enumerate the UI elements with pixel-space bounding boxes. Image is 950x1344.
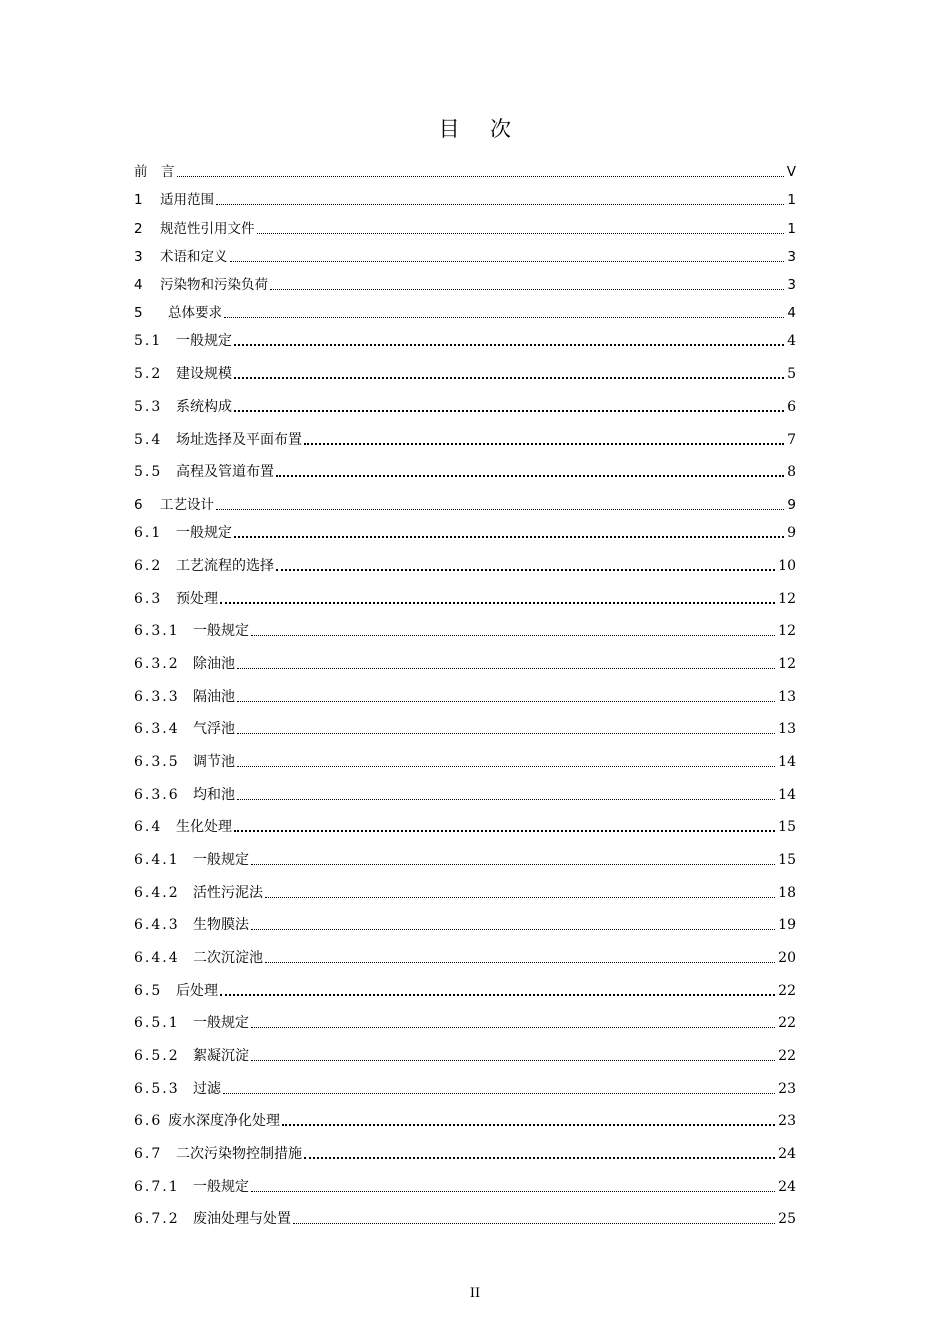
toc-entry[interactable] — [134, 651, 796, 673]
toc-leader-dots — [251, 860, 775, 865]
toc-entry[interactable] — [134, 1043, 796, 1065]
toc-entry-number: 6.5.3 — [134, 1081, 180, 1097]
toc-entry-label: 建设规模 — [176, 366, 232, 382]
toc-entry-number: 6.4.4 — [134, 950, 180, 966]
toc-entry-number: 5 — [134, 305, 143, 321]
toc-entry[interactable] — [134, 814, 796, 836]
toc-leader-dots — [177, 172, 784, 177]
toc-entry-label: 均和池 — [193, 787, 235, 803]
toc-entry-page: 7 — [787, 432, 796, 448]
toc-entry[interactable] — [134, 1010, 796, 1032]
toc-entry-number: 5.2 — [134, 366, 163, 382]
toc-entry[interactable] — [134, 978, 796, 1000]
page-number: II — [469, 1286, 481, 1301]
toc-leader-dots — [234, 826, 775, 832]
toc-entry-page: 23 — [778, 1081, 796, 1097]
toc-entry[interactable] — [134, 618, 796, 640]
toc-entry[interactable] — [134, 244, 796, 266]
toc-entry-page: 4 — [787, 333, 796, 349]
toc-entry-number: 4 — [134, 277, 143, 293]
toc-entry-number: 6.2 — [134, 558, 163, 574]
toc-leader-dots — [265, 893, 775, 898]
toc-leader-dots — [220, 990, 775, 996]
toc-entry-label: 高程及管道布置 — [176, 464, 274, 480]
toc-entry-label: 活性污泥法 — [193, 885, 263, 901]
toc-entry-label: 污染物和污染负荷 — [160, 277, 268, 293]
toc-entry-number: 6.3 — [134, 591, 163, 607]
toc-leader-dots — [216, 505, 784, 510]
toc-entry-number: 1 — [134, 192, 143, 208]
toc-entry-number: 6.4 — [134, 819, 163, 835]
toc-entry-page: 22 — [778, 1048, 796, 1064]
toc-entry[interactable] — [134, 847, 796, 869]
toc-entry-label: 二次沉淀池 — [193, 950, 263, 966]
toc-leader-dots — [220, 598, 775, 604]
toc-entry[interactable] — [134, 782, 796, 804]
toc-entry-label: 调节池 — [193, 754, 235, 770]
toc-entry[interactable] — [134, 1108, 796, 1130]
toc-entry-page: 9 — [787, 497, 796, 513]
toc-entry-page: 14 — [778, 754, 796, 770]
toc-entry-label: 场址选择及平面布置 — [176, 432, 302, 448]
toc-entry-page: 12 — [778, 623, 796, 639]
toc-entry-number: 6.5 — [134, 983, 163, 999]
toc-leader-dots — [237, 795, 775, 800]
toc-entry-label: 规范性引用文件 — [160, 221, 255, 237]
toc-leader-dots — [251, 631, 775, 636]
toc-entry-number: 6.7.1 — [134, 1179, 180, 1195]
toc-entry-page: 18 — [778, 885, 796, 901]
toc-entry-page: 5 — [787, 366, 796, 382]
toc-leader-dots — [234, 340, 784, 346]
toc-leader-dots — [270, 285, 784, 290]
toc-entry[interactable] — [134, 159, 796, 181]
toc-entry-label: 一般规定 — [193, 1015, 249, 1031]
toc-entry-number: 5.3 — [134, 399, 163, 415]
toc-entry[interactable] — [134, 553, 796, 575]
toc-leader-dots — [293, 1219, 775, 1224]
toc-entry-page: 22 — [778, 983, 796, 999]
toc-entry-label: 除油池 — [193, 656, 235, 672]
toc-entry-page: 24 — [778, 1146, 796, 1162]
toc-entry-label: 二次污染物控制措施 — [176, 1146, 302, 1162]
toc-entry-number: 6.1 — [134, 525, 163, 541]
toc-entry-label: 言 — [161, 164, 175, 180]
toc-entry-number: 6.7.2 — [134, 1211, 180, 1227]
toc-entry-label: 气浮池 — [193, 721, 235, 737]
title-char-2: 次 — [490, 117, 512, 141]
toc-entry-label: 工艺设计 — [160, 497, 214, 513]
toc-entry-number: 5.5 — [134, 464, 163, 480]
toc-entry-number: 6.7 — [134, 1146, 163, 1162]
toc-entry-number: 5.1 — [134, 333, 163, 349]
toc-entry[interactable] — [134, 586, 796, 608]
toc-entry[interactable] — [134, 216, 796, 238]
toc-entry[interactable] — [134, 187, 796, 209]
toc-entry[interactable] — [134, 945, 796, 967]
toc-entry-number: 6.3.4 — [134, 721, 180, 737]
toc-entry[interactable] — [134, 912, 796, 934]
toc-entry-page: 15 — [778, 819, 796, 835]
toc-entry-number: 6.3.1 — [134, 623, 180, 639]
toc-leader-dots — [223, 1089, 775, 1094]
toc-entry-page: 25 — [778, 1211, 796, 1227]
toc-entry[interactable] — [134, 394, 796, 416]
toc-entry-label: 系统构成 — [176, 399, 232, 415]
toc-entry-page: 8 — [787, 464, 796, 480]
toc-entry-page: 3 — [787, 249, 796, 265]
toc-entry[interactable] — [134, 361, 796, 383]
toc-leader-dots — [237, 697, 775, 702]
toc-entry-label: 一般规定 — [193, 852, 249, 868]
toc-entry-label: 隔油池 — [193, 689, 235, 705]
toc-leader-dots — [216, 200, 784, 205]
toc-entry-page: 13 — [778, 721, 796, 737]
toc-entry-number: 6.5.2 — [134, 1048, 180, 1064]
toc-entry-label: 废水深度净化处理 — [168, 1113, 280, 1129]
toc-leader-dots — [237, 664, 775, 669]
toc-entry[interactable] — [134, 716, 796, 738]
toc-entry-page: 13 — [778, 689, 796, 705]
toc-entry-label: 一般规定 — [193, 1179, 249, 1195]
toc-entry-page: 14 — [778, 787, 796, 803]
toc-entry-label: 一般规定 — [176, 525, 232, 541]
toc-entry-page: 12 — [778, 591, 796, 607]
toc-entry[interactable] — [134, 272, 796, 294]
toc-leader-dots — [282, 1120, 775, 1126]
toc-entry[interactable] — [134, 300, 796, 322]
toc-entry-label: 术语和定义 — [160, 249, 228, 265]
toc-entry-page: 22 — [778, 1015, 796, 1031]
toc-entry-number: 6.6 — [134, 1113, 163, 1129]
toc-entry-number: 5.4 — [134, 432, 163, 448]
toc-entry-page: 12 — [778, 656, 796, 672]
toc-leader-dots — [265, 958, 775, 963]
toc-leader-dots — [237, 762, 775, 767]
toc-leader-dots — [234, 373, 784, 379]
toc-entry-page: V — [786, 164, 796, 180]
toc-entry-label: 预处理 — [176, 591, 218, 607]
toc-entry-label: 过滤 — [193, 1081, 221, 1097]
toc-leader-dots — [251, 1056, 775, 1061]
toc-entry-label: 一般规定 — [176, 333, 232, 349]
toc-entry-label: 生物膜法 — [193, 917, 249, 933]
toc-entry-page: 15 — [778, 852, 796, 868]
toc-entry[interactable] — [134, 459, 796, 481]
toc-entry-page: 6 — [787, 399, 796, 415]
toc-entry[interactable] — [134, 328, 796, 350]
toc-entry-page: 23 — [778, 1113, 796, 1129]
toc-entry-label: 工艺流程的选择 — [176, 558, 274, 574]
toc-leader-dots — [237, 729, 775, 734]
toc-entry-number: 2 — [134, 221, 143, 237]
toc-leader-dots — [251, 1187, 775, 1192]
toc-entry-page: 20 — [778, 950, 796, 966]
toc-entry-label: 总体要求 — [168, 305, 222, 321]
toc-entry-label: 适用范围 — [160, 192, 214, 208]
toc-entry-label: 絮凝沉淀 — [193, 1048, 249, 1064]
toc-entry-label: 废油处理与处置 — [193, 1211, 291, 1227]
toc-entry-label: 后处理 — [176, 983, 218, 999]
toc-entry-page: 24 — [778, 1179, 796, 1195]
toc-entry[interactable] — [134, 1141, 796, 1163]
toc-entry-number: 6.3.3 — [134, 689, 180, 705]
toc-entry-page: 3 — [787, 277, 796, 293]
title-char-1: 目 — [438, 117, 460, 141]
toc-entry-page: 9 — [787, 525, 796, 541]
toc-entry-number: 6.4.2 — [134, 885, 180, 901]
toc-leader-dots — [234, 406, 784, 412]
toc-leader-dots — [304, 1153, 775, 1159]
toc-entry-number: 3 — [134, 249, 143, 265]
toc-leader-dots — [230, 257, 785, 262]
toc-entry-page: 19 — [778, 917, 796, 933]
toc-entry-number: 6.4.1 — [134, 852, 180, 868]
toc-entry-number: 6.3.6 — [134, 787, 180, 803]
toc-leader-dots — [276, 471, 784, 477]
toc-entry[interactable] — [134, 492, 796, 514]
toc-entry-label: 生化处理 — [176, 819, 232, 835]
toc-entry-number: 6 — [134, 497, 143, 513]
toc-entry-label: 一般规定 — [193, 623, 249, 639]
toc-leader-dots — [234, 532, 784, 538]
toc-entry-page: 1 — [787, 221, 796, 237]
toc-leader-dots — [251, 1023, 775, 1028]
toc-leader-dots — [304, 439, 784, 445]
toc-leader-dots — [224, 313, 784, 318]
toc-entry[interactable] — [134, 1206, 796, 1228]
toc-entry[interactable] — [134, 1076, 796, 1098]
toc-entry-number: 6.5.1 — [134, 1015, 180, 1031]
toc-entry-number: 6.4.3 — [134, 917, 180, 933]
toc-entry-page: 4 — [787, 305, 796, 321]
toc-entry-page: 10 — [778, 558, 796, 574]
toc-entry[interactable] — [134, 880, 796, 902]
toc-entry[interactable] — [134, 749, 796, 771]
toc-entry[interactable] — [134, 684, 796, 706]
toc-entry-number: 前 — [134, 164, 148, 180]
toc-leader-dots — [257, 229, 785, 234]
toc-leader-dots — [276, 565, 775, 571]
toc-entry-number: 6.3.5 — [134, 754, 180, 770]
toc-entry[interactable] — [134, 427, 796, 449]
toc-entry[interactable] — [134, 520, 796, 542]
toc-entry-number: 6.3.2 — [134, 656, 180, 672]
toc-entry-page: 1 — [787, 192, 796, 208]
toc-entry[interactable] — [134, 1174, 796, 1196]
toc-leader-dots — [251, 925, 775, 930]
